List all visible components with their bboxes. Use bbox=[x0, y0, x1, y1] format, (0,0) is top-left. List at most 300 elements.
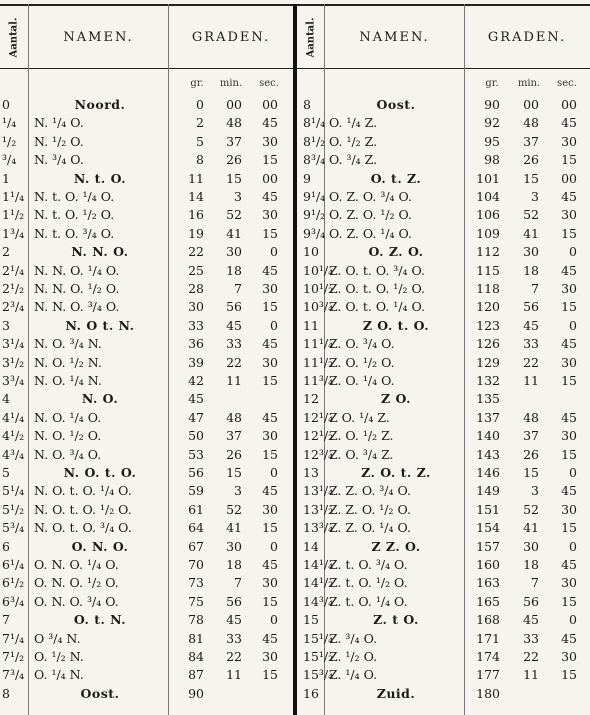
graden-cell: 36 bbox=[188, 336, 204, 352]
graden-cell: 28 bbox=[188, 281, 204, 296]
minuten-cell: 26 bbox=[226, 152, 242, 168]
naam-cell: Z. ¹/₄ O. bbox=[329, 667, 378, 683]
naam-cell: O. N. O. bbox=[71, 538, 129, 554]
aantal-cell: 9¹/₂ bbox=[303, 207, 326, 223]
minuten-cell: 15 bbox=[523, 170, 539, 186]
seconden-cell: 45 bbox=[561, 115, 577, 131]
naam-cell: Z. Z. O. ¹/₄ O. bbox=[329, 520, 411, 536]
aantal-cell: 7¹/₄ bbox=[2, 630, 25, 646]
aantal-cell: 15¹/₄ bbox=[303, 630, 334, 646]
subheader-gr-right: gr. bbox=[485, 78, 499, 89]
naam-cell: O. ¹/₂ N. bbox=[34, 649, 84, 664]
minuten-cell: 7 bbox=[234, 575, 242, 591]
minuten-cell: 22 bbox=[523, 649, 539, 664]
aantal-cell: ³/₄ bbox=[2, 152, 17, 168]
graden-cell: 11 bbox=[188, 170, 204, 186]
seconden-cell: 30 bbox=[561, 501, 577, 517]
seconden-cell: 30 bbox=[262, 501, 278, 517]
naam-cell: Z. O. ¹/₂ Z. bbox=[329, 428, 394, 444]
graden-cell: 135 bbox=[476, 391, 500, 407]
seconden-cell: 15 bbox=[561, 299, 577, 315]
naam-cell: N. ¹/₄ O. bbox=[34, 115, 84, 131]
minuten-cell: 18 bbox=[523, 557, 539, 572]
minuten-cell: 15 bbox=[226, 170, 242, 186]
table-row bbox=[0, 317, 590, 335]
naam-cell: N. t. O. ³/₄ O. bbox=[34, 225, 115, 241]
minuten-cell: 41 bbox=[226, 225, 242, 241]
graden-cell: 112 bbox=[476, 244, 500, 260]
graden-cell: 137 bbox=[476, 409, 500, 425]
aantal-cell: 14¹/₄ bbox=[303, 557, 334, 572]
aantal-cell: 1¹/₂ bbox=[2, 207, 25, 223]
naam-cell: N. O. bbox=[81, 391, 119, 407]
seconden-cell: 15 bbox=[561, 520, 577, 536]
aantal-cell: 12¹/₂ bbox=[303, 428, 334, 444]
subheader-sec-left: sec. bbox=[259, 78, 279, 89]
graden-cell: 160 bbox=[476, 557, 500, 572]
seconden-cell: 30 bbox=[561, 281, 577, 296]
minuten-cell: 30 bbox=[226, 244, 242, 260]
table-row bbox=[0, 225, 590, 243]
graden-cell: 81 bbox=[188, 630, 204, 646]
aantal-cell: 3³/₄ bbox=[2, 373, 25, 388]
aantal-cell: 10¹/₂ bbox=[303, 281, 334, 296]
table-row bbox=[0, 611, 590, 629]
minuten-cell: 33 bbox=[523, 336, 539, 352]
table-row bbox=[0, 372, 590, 390]
naam-cell: O. t. Z. bbox=[370, 170, 422, 186]
minuten-cell: 52 bbox=[226, 207, 242, 223]
minuten-cell: 11 bbox=[523, 373, 539, 388]
seconden-cell: 45 bbox=[262, 483, 278, 499]
seconden-cell: 15 bbox=[262, 520, 278, 536]
subheader-min-right: min. bbox=[517, 78, 541, 89]
header-graden-right: GRADEN. bbox=[487, 29, 567, 45]
aantal-cell: 15¹/₂ bbox=[303, 649, 334, 664]
graden-cell: 22 bbox=[188, 244, 204, 260]
graden-cell: 90 bbox=[484, 97, 500, 112]
seconden-cell: 0 bbox=[270, 538, 278, 554]
table-row bbox=[0, 427, 590, 445]
aantal-cell: 1 bbox=[2, 170, 10, 186]
naam-cell: O ³/₄ N. bbox=[34, 630, 81, 646]
seconden-cell: 45 bbox=[262, 115, 278, 131]
graden-cell: 45 bbox=[188, 391, 204, 407]
aantal-cell: 2¹/₄ bbox=[2, 262, 25, 278]
aantal-cell: 2 bbox=[2, 244, 10, 260]
seconden-cell: 45 bbox=[561, 557, 577, 572]
seconden-cell: 15 bbox=[561, 667, 577, 683]
seconden-cell: 0 bbox=[569, 538, 577, 554]
seconden-cell: 45 bbox=[262, 262, 278, 278]
table-row bbox=[0, 666, 590, 684]
aantal-cell: 10³/₄ bbox=[303, 299, 334, 315]
seconden-cell: 00 bbox=[561, 97, 577, 112]
graden-cell: 53 bbox=[188, 446, 204, 462]
naam-cell: Oost. bbox=[376, 97, 416, 112]
naam-cell: N. t. O. bbox=[73, 170, 127, 186]
graden-cell: 157 bbox=[476, 538, 500, 554]
graden-cell: 174 bbox=[476, 649, 500, 664]
aantal-cell: 6¹/₂ bbox=[2, 575, 25, 591]
aantal-cell: 6¹/₄ bbox=[2, 557, 25, 572]
table-row bbox=[0, 593, 590, 611]
naam-cell: Z. t. O. ¹/₄ O. bbox=[329, 593, 408, 609]
aantal-cell: 8 bbox=[303, 97, 311, 112]
minuten-cell: 33 bbox=[226, 336, 242, 352]
graden-cell: 14 bbox=[188, 189, 204, 204]
naam-cell: N. ³/₄ O. bbox=[34, 152, 84, 168]
naam-cell: Z. Z. O. ³/₄ O. bbox=[329, 483, 411, 499]
seconden-cell: 15 bbox=[262, 299, 278, 315]
header-aantal-left: Aantal. bbox=[8, 17, 20, 57]
naam-cell: N. O. t. O. ¹/₄ O. bbox=[34, 483, 132, 499]
aantal-cell: 6³/₄ bbox=[2, 593, 25, 609]
seconden-cell: 45 bbox=[561, 483, 577, 499]
naam-cell: Z. O. t. O. ¹/₄ O. bbox=[329, 299, 426, 315]
minuten-cell: 3 bbox=[234, 189, 242, 204]
aantal-cell: 3 bbox=[2, 317, 10, 333]
seconden-cell: 0 bbox=[270, 317, 278, 333]
seconden-cell: 0 bbox=[569, 612, 577, 628]
minuten-cell: 56 bbox=[523, 593, 539, 609]
aantal-cell: 11¹/₄ bbox=[303, 336, 334, 352]
graden-cell: 92 bbox=[484, 115, 500, 131]
aantal-cell: 7 bbox=[2, 612, 10, 628]
graden-cell: 171 bbox=[476, 630, 500, 646]
graden-cell: 39 bbox=[188, 354, 204, 370]
aantal-cell: 14¹/₂ bbox=[303, 575, 334, 591]
minuten-cell: 33 bbox=[523, 630, 539, 646]
graden-cell: 120 bbox=[476, 299, 500, 315]
minuten-cell: 48 bbox=[523, 409, 539, 425]
graden-cell: 154 bbox=[476, 520, 500, 536]
graden-cell: 78 bbox=[188, 612, 204, 628]
minuten-cell: 56 bbox=[226, 593, 242, 609]
aantal-cell: 8¹/₂ bbox=[303, 133, 326, 149]
graden-cell: 165 bbox=[476, 593, 500, 609]
graden-cell: 123 bbox=[476, 317, 500, 333]
naam-cell: Z. ³/₄ O. bbox=[329, 630, 378, 646]
graden-cell: 132 bbox=[476, 373, 500, 388]
table-row bbox=[0, 133, 590, 151]
naam-cell: Z O. t. O. bbox=[362, 317, 430, 333]
graden-cell: 16 bbox=[188, 207, 204, 223]
seconden-cell: 15 bbox=[561, 373, 577, 388]
naam-cell: Z. O. t. O. ³/₄ O. bbox=[329, 262, 426, 278]
seconden-cell: 15 bbox=[561, 225, 577, 241]
seconden-cell: 30 bbox=[561, 133, 577, 149]
graden-cell: 95 bbox=[484, 133, 500, 149]
seconden-cell: 0 bbox=[270, 465, 278, 480]
minuten-cell: 26 bbox=[523, 446, 539, 462]
naam-cell: N. N. O. bbox=[71, 244, 129, 260]
aantal-cell: 8 bbox=[2, 685, 10, 701]
seconden-cell: 0 bbox=[270, 244, 278, 260]
naam-cell: Zuid. bbox=[376, 685, 416, 701]
aantal-cell: 9³/₄ bbox=[303, 225, 326, 241]
aantal-cell: 14 bbox=[303, 538, 319, 554]
subheader-gr-left: gr. bbox=[190, 78, 204, 89]
seconden-cell: 45 bbox=[561, 262, 577, 278]
seconden-cell: 15 bbox=[262, 667, 278, 683]
minuten-cell: 52 bbox=[523, 501, 539, 517]
graden-cell: 61 bbox=[188, 501, 204, 517]
minuten-cell: 30 bbox=[523, 244, 539, 260]
aantal-cell: 9 bbox=[303, 170, 311, 186]
minuten-cell: 18 bbox=[226, 262, 242, 278]
table-row bbox=[0, 354, 590, 372]
graden-cell: 8 bbox=[196, 152, 204, 168]
naam-cell: N. O. ¹/₄ O. bbox=[34, 409, 102, 425]
naam-cell: O. Z. O. ¹/₄ O. bbox=[329, 225, 413, 241]
aantal-cell: 15³/₄ bbox=[303, 667, 334, 683]
seconden-cell: 0 bbox=[569, 244, 577, 260]
seconden-cell: 15 bbox=[561, 152, 577, 168]
naam-cell: O. Z. O. bbox=[368, 244, 424, 260]
subheader-sec-right: sec. bbox=[557, 78, 577, 89]
minuten-cell: 22 bbox=[226, 354, 242, 370]
minuten-cell: 37 bbox=[226, 133, 242, 149]
graden-cell: 101 bbox=[476, 170, 500, 186]
seconden-cell: 30 bbox=[561, 649, 577, 664]
minuten-cell: 26 bbox=[226, 446, 242, 462]
graden-cell: 168 bbox=[476, 612, 500, 628]
naam-cell: Z. O. t. O. ¹/₂ O. bbox=[329, 281, 426, 296]
graden-cell: 90 bbox=[188, 685, 204, 701]
graden-cell: 47 bbox=[188, 409, 204, 425]
graden-cell: 129 bbox=[476, 354, 500, 370]
seconden-cell: 30 bbox=[561, 207, 577, 223]
seconden-cell: 45 bbox=[262, 409, 278, 425]
minuten-cell: 45 bbox=[523, 612, 539, 628]
naam-cell: Z. Z. O. ¹/₂ O. bbox=[329, 501, 411, 517]
minuten-cell: 7 bbox=[531, 575, 539, 591]
naam-cell: N. N. O. ³/₄ O. bbox=[34, 299, 120, 315]
aantal-cell: 6 bbox=[2, 538, 10, 554]
minuten-cell: 33 bbox=[226, 630, 242, 646]
aantal-cell: 13¹/₄ bbox=[303, 483, 334, 499]
table-row bbox=[0, 482, 590, 500]
seconden-cell: 30 bbox=[561, 428, 577, 444]
naam-cell: Z. t. O. ³/₄ O. bbox=[329, 557, 408, 572]
naam-cell: N. t. O. ¹/₄ O. bbox=[34, 189, 115, 204]
seconden-cell: 45 bbox=[262, 630, 278, 646]
naam-cell: N. O. t. O. bbox=[63, 465, 137, 480]
naam-cell: Z. ¹/₂ O. bbox=[329, 649, 378, 664]
seconden-cell: 00 bbox=[561, 170, 577, 186]
graden-cell: 87 bbox=[188, 667, 204, 683]
table-row bbox=[0, 206, 590, 224]
seconden-cell: 45 bbox=[561, 409, 577, 425]
naam-cell: N. O. ¹/₄ N. bbox=[34, 373, 102, 388]
minuten-cell: 26 bbox=[523, 152, 539, 168]
header-aantal-right: Aantal. bbox=[305, 17, 317, 57]
aantal-cell: 4¹/₂ bbox=[2, 428, 25, 444]
aantal-cell: ¹/₄ bbox=[2, 115, 17, 131]
aantal-cell: 5¹/₄ bbox=[2, 483, 25, 499]
aantal-cell: 16 bbox=[303, 685, 319, 701]
table-row bbox=[0, 151, 590, 169]
aantal-cell: 4¹/₄ bbox=[2, 409, 25, 425]
minuten-cell: 11 bbox=[523, 667, 539, 683]
table-row bbox=[0, 538, 590, 556]
graden-cell: 59 bbox=[188, 483, 204, 499]
naam-cell: N. O. ¹/₂ N. bbox=[34, 354, 102, 370]
aantal-cell: 1³/₄ bbox=[2, 225, 25, 241]
aantal-cell: 8¹/₄ bbox=[303, 115, 326, 131]
naam-cell: N. N. O. ¹/₄ O. bbox=[34, 262, 120, 278]
naam-cell: Z. O. ³/₄ Z. bbox=[329, 446, 394, 462]
naam-cell: N. O. t. O. ¹/₂ O. bbox=[34, 501, 132, 517]
aantal-cell: 0 bbox=[2, 97, 10, 112]
seconden-cell: 0 bbox=[569, 465, 577, 480]
naam-cell: N. O. ³/₄ O. bbox=[34, 446, 102, 462]
aantal-cell: 12³/₄ bbox=[303, 446, 334, 462]
aantal-cell: 11 bbox=[303, 317, 319, 333]
table-row bbox=[0, 519, 590, 537]
minuten-cell: 15 bbox=[523, 465, 539, 480]
seconden-cell: 15 bbox=[262, 152, 278, 168]
seconden-cell: 45 bbox=[561, 630, 577, 646]
aantal-cell: 11¹/₂ bbox=[303, 354, 334, 370]
naam-cell: N. O. t. O. ³/₄ O. bbox=[34, 520, 132, 536]
aantal-cell: 14³/₄ bbox=[303, 593, 334, 609]
minuten-cell: 7 bbox=[531, 281, 539, 296]
naam-cell: Z. O. ¹/₄ O. bbox=[329, 373, 395, 388]
minuten-cell: 18 bbox=[523, 262, 539, 278]
aantal-cell: 9¹/₄ bbox=[303, 189, 326, 204]
naam-cell: N. O. ³/₄ N. bbox=[34, 336, 102, 352]
graden-cell: 70 bbox=[188, 557, 204, 572]
naam-cell: N. O t. N. bbox=[65, 317, 135, 333]
seconden-cell: 0 bbox=[270, 612, 278, 628]
header-namen-left: NAMEN. bbox=[63, 29, 134, 45]
minuten-cell: 11 bbox=[226, 373, 242, 388]
aantal-cell: 7¹/₂ bbox=[2, 649, 25, 664]
minuten-cell: 22 bbox=[226, 649, 242, 664]
minuten-cell: 48 bbox=[523, 115, 539, 131]
naam-cell: O. N. O. ¹/₄ O. bbox=[34, 557, 119, 572]
naam-cell: Z. t. O. ¹/₂ O. bbox=[329, 575, 408, 591]
graden-cell: 151 bbox=[476, 501, 500, 517]
graden-cell: 177 bbox=[476, 667, 500, 683]
aantal-cell: ¹/₂ bbox=[2, 133, 17, 149]
graden-cell: 2 bbox=[196, 115, 204, 131]
minuten-cell: 41 bbox=[523, 225, 539, 241]
graden-cell: 163 bbox=[476, 575, 500, 591]
naam-cell: O. ¹/₄ N. bbox=[34, 667, 84, 683]
graden-cell: 50 bbox=[188, 428, 204, 444]
table-row bbox=[0, 114, 590, 132]
graden-cell: 19 bbox=[188, 225, 204, 241]
naam-cell: Z Z. O. bbox=[371, 538, 421, 554]
seconden-cell: 15 bbox=[262, 446, 278, 462]
minuten-cell: 3 bbox=[234, 483, 242, 499]
aantal-cell: 11³/₄ bbox=[303, 373, 334, 388]
graden-cell: 30 bbox=[188, 299, 204, 315]
seconden-cell: 15 bbox=[561, 446, 577, 462]
header-namen-right: NAMEN. bbox=[359, 29, 430, 45]
aantal-cell: 2¹/₂ bbox=[2, 281, 25, 296]
minuten-cell: 56 bbox=[523, 299, 539, 315]
minuten-cell: 7 bbox=[234, 281, 242, 296]
aantal-cell: 7³/₄ bbox=[2, 667, 25, 683]
aantal-cell: 12¹/₄ bbox=[303, 409, 334, 425]
seconden-cell bbox=[545, 390, 577, 408]
aantal-cell: 13¹/₂ bbox=[303, 501, 334, 517]
graden-cell: 118 bbox=[476, 281, 500, 296]
minuten-cell: 00 bbox=[523, 97, 539, 112]
naam-cell: Z O. bbox=[381, 391, 411, 407]
aantal-cell: 8³/₄ bbox=[303, 152, 326, 168]
minuten-cell: 56 bbox=[226, 299, 242, 315]
table-row bbox=[0, 390, 590, 408]
minuten-cell: 22 bbox=[523, 354, 539, 370]
naam-cell: O. N. O. ³/₄ O. bbox=[34, 593, 119, 609]
table-row bbox=[0, 262, 590, 280]
seconden-cell: 45 bbox=[262, 336, 278, 352]
graden-cell: 75 bbox=[188, 593, 204, 609]
table-row bbox=[0, 96, 590, 114]
table-row bbox=[0, 280, 590, 298]
graden-cell: 33 bbox=[188, 317, 204, 333]
table-row bbox=[0, 464, 590, 482]
graden-cell: 84 bbox=[188, 649, 204, 664]
seconden-cell: 15 bbox=[262, 373, 278, 388]
minuten-cell: 52 bbox=[523, 207, 539, 223]
minuten-cell: 41 bbox=[523, 520, 539, 536]
naam-cell: N. N. O. ¹/₂ O. bbox=[34, 281, 120, 296]
minuten-cell: 48 bbox=[226, 409, 242, 425]
aantal-cell: 13³/₄ bbox=[303, 520, 334, 536]
graden-cell: 5 bbox=[196, 133, 204, 149]
minuten-cell: 00 bbox=[226, 97, 242, 112]
naam-cell: Oost. bbox=[80, 685, 120, 701]
seconden-cell: 15 bbox=[262, 225, 278, 241]
table-row bbox=[0, 446, 590, 464]
graden-cell: 73 bbox=[188, 575, 204, 591]
table-row bbox=[0, 409, 590, 427]
aantal-cell: 3¹/₄ bbox=[2, 336, 25, 352]
aantal-cell: 13 bbox=[303, 465, 319, 480]
minuten-cell: 45 bbox=[226, 317, 242, 333]
naam-cell: N. t. O. ¹/₂ O. bbox=[34, 207, 115, 223]
seconden-cell: 30 bbox=[262, 428, 278, 444]
table-row bbox=[0, 243, 590, 261]
naam-cell: Z. O. t. Z. bbox=[361, 465, 431, 480]
graden-cell: 126 bbox=[476, 336, 500, 352]
aantal-cell: 1¹/₄ bbox=[2, 189, 25, 204]
minuten-cell: 37 bbox=[226, 428, 242, 444]
minuten-cell: 30 bbox=[226, 538, 242, 554]
seconden-cell bbox=[545, 685, 577, 703]
subheader-min-left: min. bbox=[219, 78, 243, 89]
seconden-cell: 30 bbox=[262, 354, 278, 370]
naam-cell: O. ³/₄ Z. bbox=[329, 152, 378, 168]
table-row bbox=[0, 630, 590, 648]
aantal-cell: 15 bbox=[303, 612, 319, 628]
minuten-cell bbox=[507, 685, 539, 703]
naam-cell: O. ¹/₂ Z. bbox=[329, 133, 378, 149]
seconden-cell: 0 bbox=[569, 317, 577, 333]
minuten-cell: 37 bbox=[523, 428, 539, 444]
graden-cell: 180 bbox=[476, 685, 500, 701]
minuten-cell: 3 bbox=[531, 483, 539, 499]
seconden-cell: 00 bbox=[262, 170, 278, 186]
minuten-cell: 37 bbox=[523, 133, 539, 149]
table-row bbox=[0, 335, 590, 353]
